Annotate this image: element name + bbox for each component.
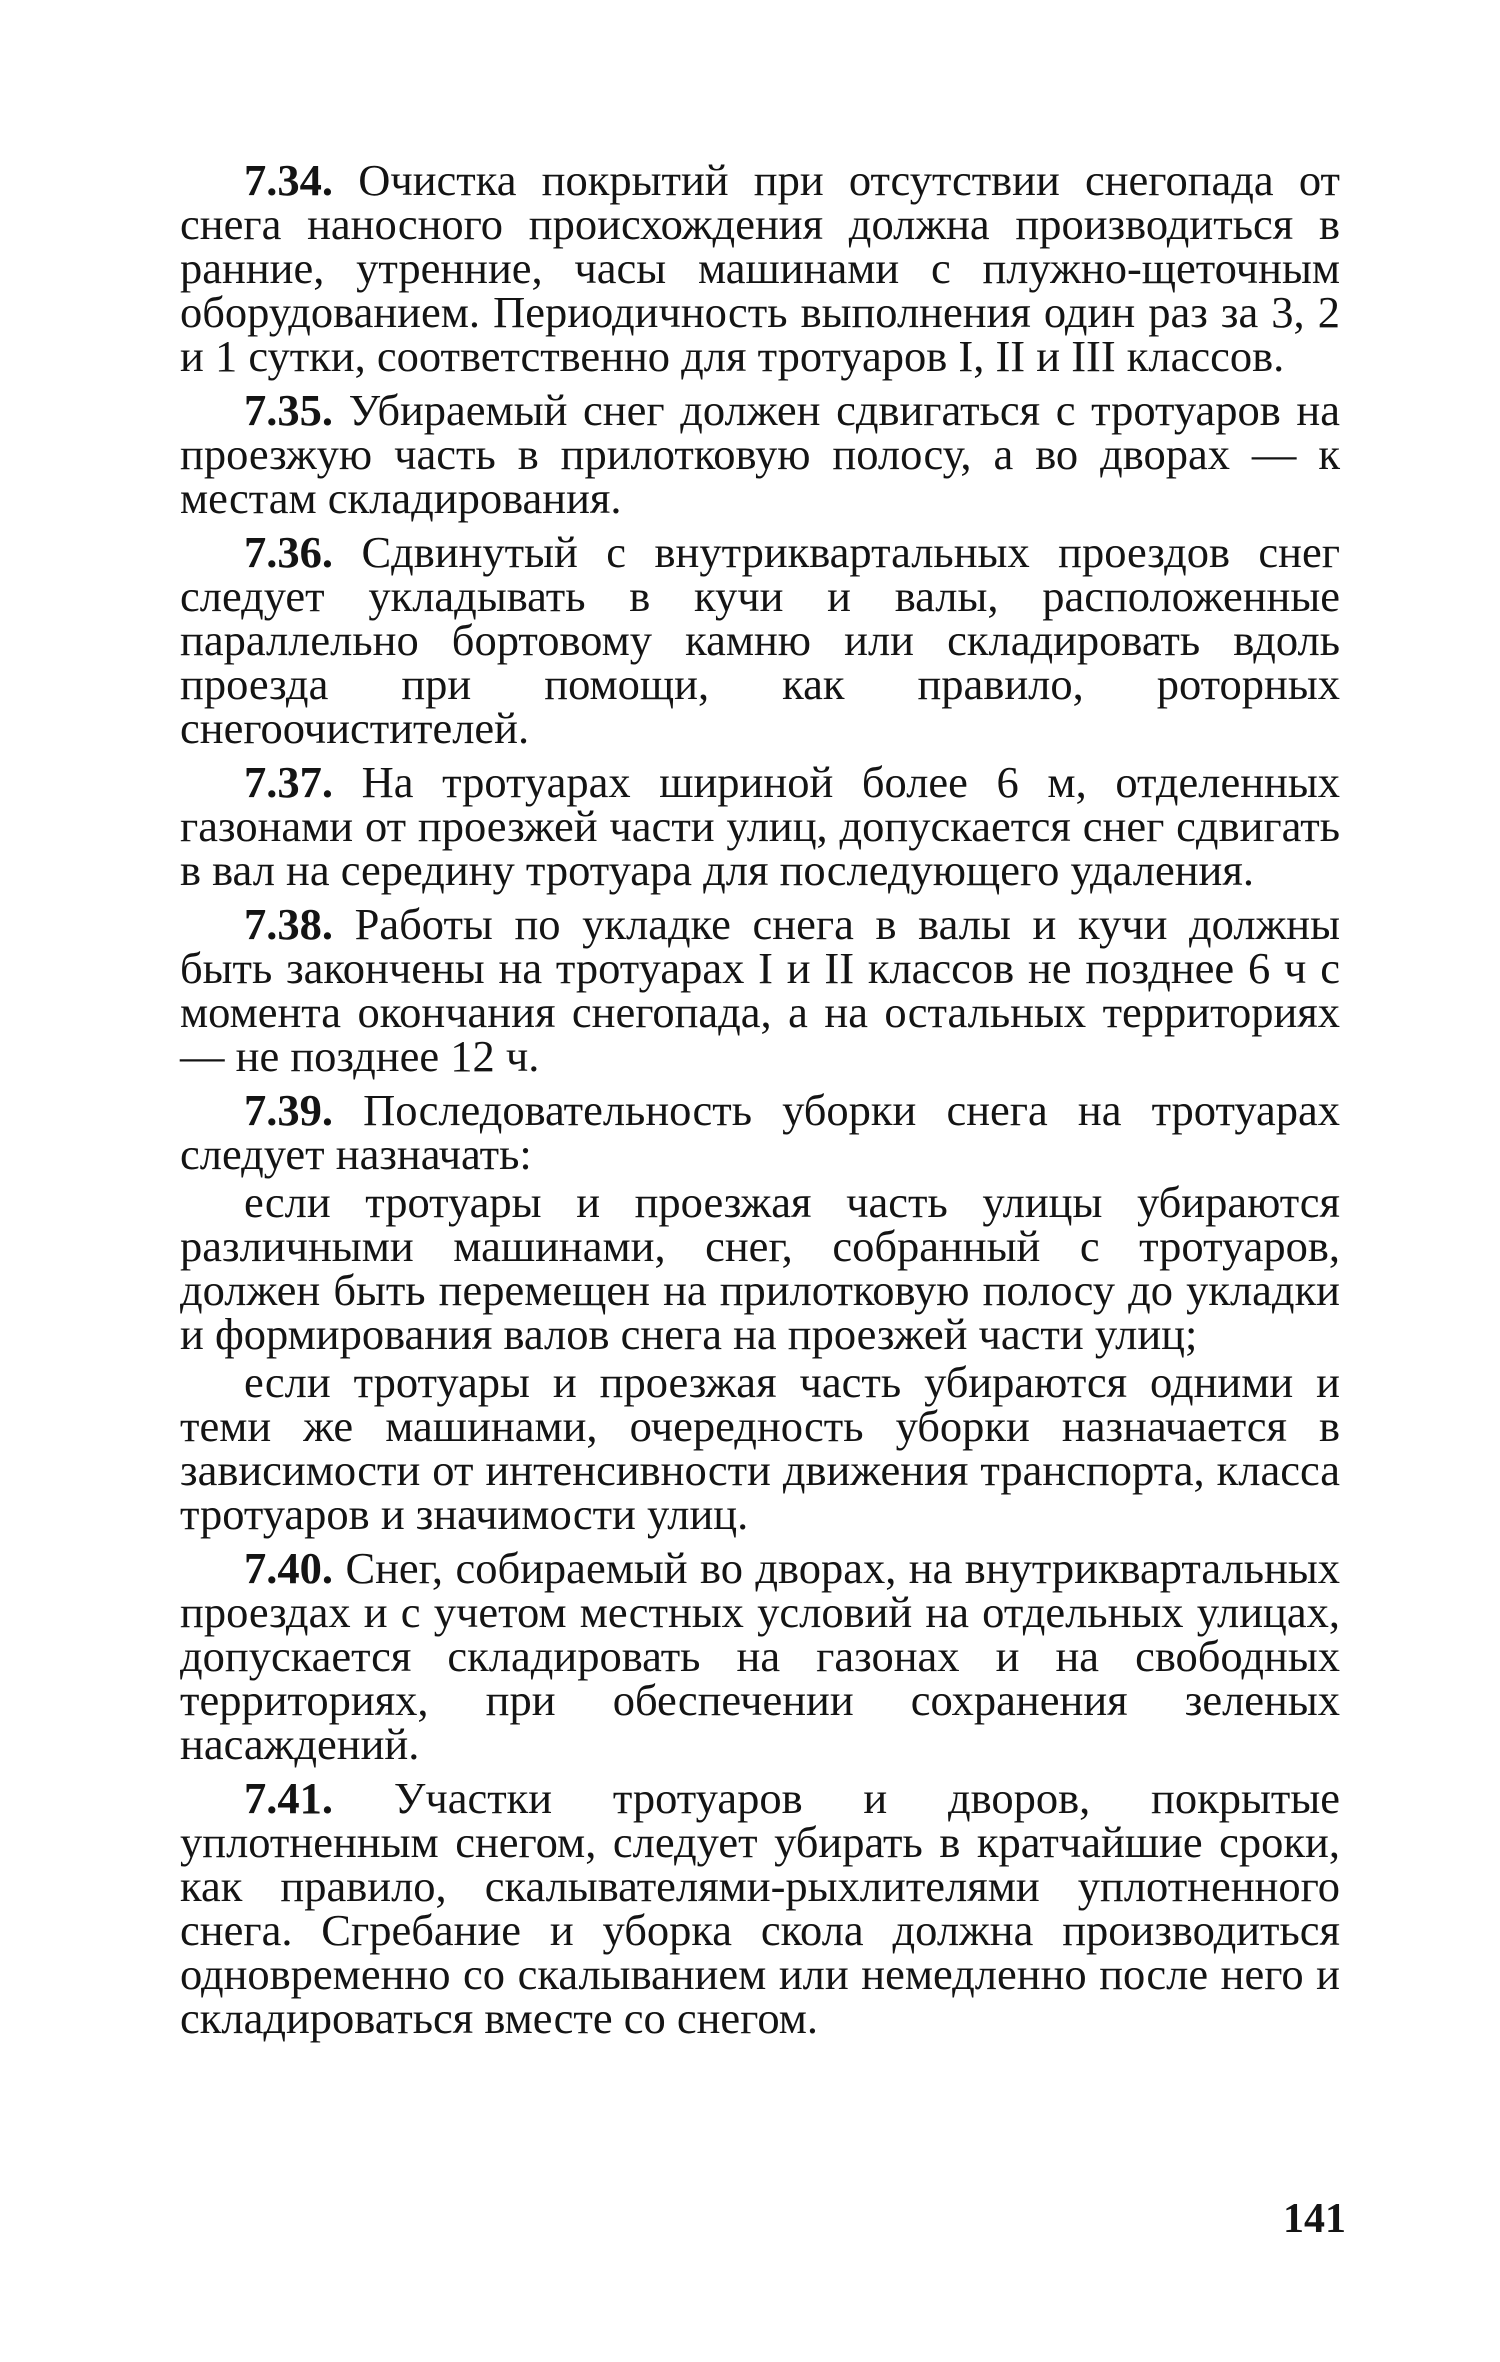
paragraph-number: 7.37. [244,757,333,807]
paragraph-number: 7.40. [244,1543,333,1593]
paragraph-number: 7.39. [244,1085,333,1135]
paragraph-number: 7.41. [244,1773,333,1823]
paragraph-text: Убираемый снег должен сдвигаться с тротуаров на проезжую часть в прилотковую полосу, а во дворах — к местам складирования. [180,385,1340,523]
paragraph-number: 7.36. [244,527,333,577]
paragraph-number: 7.35. [244,385,333,435]
paragraph-7-39-case-b [180,1357,1340,1539]
body-text [180,155,1341,2050]
paragraph-7-39 [180,1085,1340,1179]
paragraph-7-34 [180,155,1340,381]
paragraph-7-35 [180,385,1340,523]
paragraph-text: Очистка покрытий при отсутствии снегопада от снега наносного происхождения должна производиться в ранние, утренние, часы машинами с плужно-щеточным оборудованием. Периодичность выполнения один раз за 3, 2 и 1 сутки, соответственно для тротуаров I, II и III классов. [180,155,1340,381]
paragraph-7-38 [180,899,1341,1081]
paragraph-text: если тротуары и проезжая часть улицы убираются различными машинами, снег, собранный с тротуаров, должен быть перемещен на прилотковую полосу до укладки и формирования валов снега на проезжей части улиц; [180,1177,1340,1359]
paragraph-7-36 [180,527,1341,753]
paragraph-text: Последовательность уборки снега на тротуарах следует назначать: [180,1085,1340,1179]
paragraph-text: Сдвинутый с внутриквартальных проездов снег следует укладывать в кучи и валы, расположенные параллельно бортовому камню или складировать вдоль проезда при помощи, как правило, роторных снегоочистителей. [180,527,1341,753]
paragraph-7-39-case-a [180,1177,1340,1359]
paragraph-text: Работы по укладке снега в валы и кучи должны быть закончены на тротуарах I и II классов не позднее 6 ч с момента окончания снегопада, а на остальных территориях — не позднее 12 ч. [180,899,1341,1081]
paragraph-text: Снег, собираемый во дворах, на внутриквартальных проездах и с учетом местных условий на отдельных улицах, допускается складировать на газонах и на свободных территориях, при обеспечении сохранения зеленых насаждений. [180,1543,1340,1769]
paragraph-number: 7.34. [244,155,333,205]
paragraph-7-41 [180,1773,1340,2043]
page-number: 141 [1283,2196,1346,2242]
paragraph-text: если тротуары и проезжая часть убираются одними и теми же машинами, очередность уборки назначается в зависимости от интенсивности движения транспорта, класса тротуаров и значимости улиц. [180,1357,1340,1539]
paragraph-7-40 [180,1543,1340,1769]
paragraph-text: Участки тротуаров и дворов, покрытые уплотненным снегом, следует убирать в кратчайшие сроки, как правило, скалывателями-рыхлителями уплотненного снега. Сгребание и уборка скола должна производиться одновременно со скалыванием или немедленно после него и складироваться вместе со снегом. [180,1773,1340,2043]
paragraph-text: На тротуарах шириной более 6 м, отделенных газонами от проезжей части улиц, допускается снег сдвигать в вал на середину тротуара для последующего удаления. [180,757,1340,895]
paragraph-number: 7.38. [244,899,333,949]
paragraph-7-37 [180,757,1340,895]
